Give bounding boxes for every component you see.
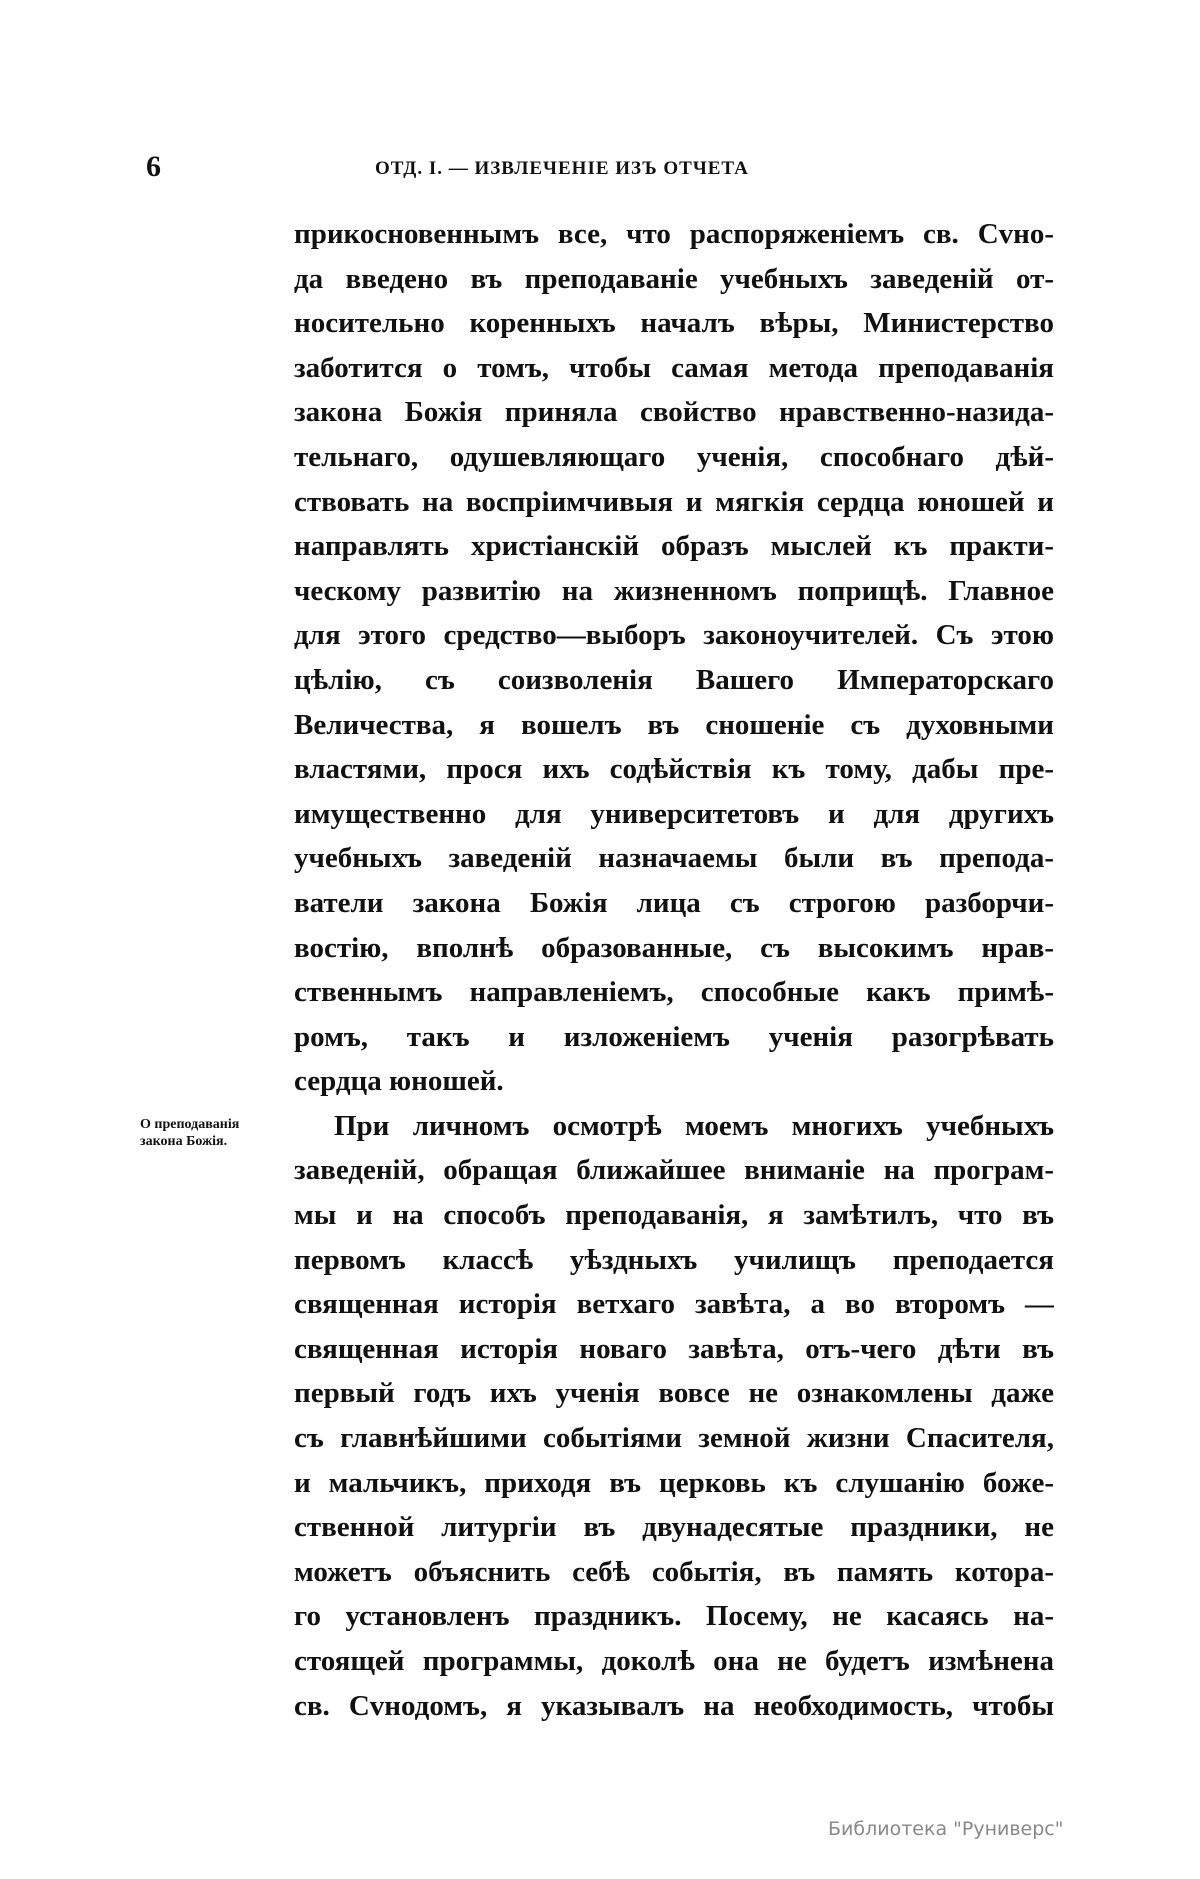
- text-line: заведеній, обращая ближайшее вниманіе на програм-: [294, 1154, 1054, 1187]
- margin-note-line: О преподаванія: [140, 1117, 240, 1132]
- text-line: мы и на способъ преподаванія, я замѣтилъ, что въ: [294, 1199, 1054, 1232]
- text-line: тельнаго, одушевляющаго ученія, способнаго дѣй-: [294, 440, 1054, 473]
- text-line: св. Сvнодомъ, я указывалъ на необходимость, чтобы: [294, 1689, 1054, 1722]
- text-line: имущественно для университетовъ и для другихъ: [294, 797, 1054, 830]
- text-line: При личномъ осмотрѣ моемъ многихъ учебныхъ: [334, 1109, 1054, 1142]
- text-line: сердца юношей.: [294, 1065, 504, 1098]
- text-line: ромъ, такъ и изложеніемъ ученія разогрѣвать: [294, 1020, 1054, 1053]
- body-text: [294, 212, 1054, 1728]
- text-line: закона Божія приняла свойство нравственно-назида-: [294, 396, 1054, 429]
- text-line: для этого средство—выборъ законоучителей. Съ этою: [294, 619, 1054, 652]
- text-line: священная исторія новаго завѣта, отъ-чего дѣти въ: [294, 1332, 1054, 1365]
- library-watermark: Библиотека "Руниверс": [828, 1818, 1064, 1840]
- text-line: учебныхъ заведеній назначаемы были въ препода-: [294, 842, 1054, 875]
- text-line: стоящей программы, доколѣ она не будетъ измѣнена: [294, 1645, 1054, 1677]
- running-title: ОТД. I. — ИЗВЛЕЧЕНІЕ ИЗЪ ОТЧЕТА: [375, 158, 749, 179]
- text-line: ственной литургіи въ двунадесятые праздники, не: [294, 1511, 1054, 1544]
- margin-note: [140, 1116, 239, 1150]
- text-line: и мальчикъ, приходя въ церковь къ слушанію боже-: [294, 1466, 1054, 1499]
- text-line: заботится о томъ, чтобы самая метода преподаванія: [294, 351, 1054, 384]
- text-line: ственнымъ направленіемъ, способные какъ примѣ-: [294, 976, 1054, 1009]
- text-line: направлять христіанскій образъ мыслей къ практи-: [294, 530, 1054, 563]
- text-line: можетъ объяснить себѣ событія, въ память котора-: [294, 1555, 1054, 1588]
- text-line: первый годъ ихъ ученія вовсе не ознакомлены даже: [294, 1377, 1054, 1410]
- text-line: священная исторія ветхаго завѣта, а во второмъ —: [294, 1288, 1054, 1321]
- text-line: ватели закона Божія лица съ строгою разборчи-: [294, 886, 1054, 919]
- text-line: да введено въ преподаваніе учебныхъ заведеній от-: [294, 262, 1054, 295]
- text-line: цѣлію, съ соизволенія Вашего Императорскаго: [294, 663, 1054, 696]
- text-line: первомъ классѣ уѣздныхъ училищъ преподается: [294, 1243, 1054, 1276]
- text-line: прикосновеннымъ все, что распоряженіемъ св. Сvно-: [294, 218, 1054, 250]
- text-line: Величества, я вошелъ въ сношеніе съ духовными: [294, 708, 1054, 741]
- text-line: востію, вполнѣ образованные, съ высокимъ нрав-: [294, 931, 1054, 964]
- page-number: 6: [146, 150, 161, 183]
- text-line: го установленъ праздникъ. Посему, не касаясь на-: [294, 1600, 1054, 1633]
- text-line: носительно коренныхъ началъ вѣры, Министерство: [294, 307, 1054, 340]
- text-line: ствовать на воспріимчивыя и мягкія сердца юношей и: [294, 485, 1054, 518]
- text-line: ческому развитію на жизненномъ поприщѣ. Главное: [294, 574, 1054, 607]
- text-line: съ главнѣйшими событіями земной жизни Спасителя,: [294, 1422, 1054, 1455]
- text-line: властями, прося ихъ содѣйствія къ тому, дабы пре-: [294, 753, 1054, 786]
- margin-note-line: закона Божія.: [140, 1134, 228, 1149]
